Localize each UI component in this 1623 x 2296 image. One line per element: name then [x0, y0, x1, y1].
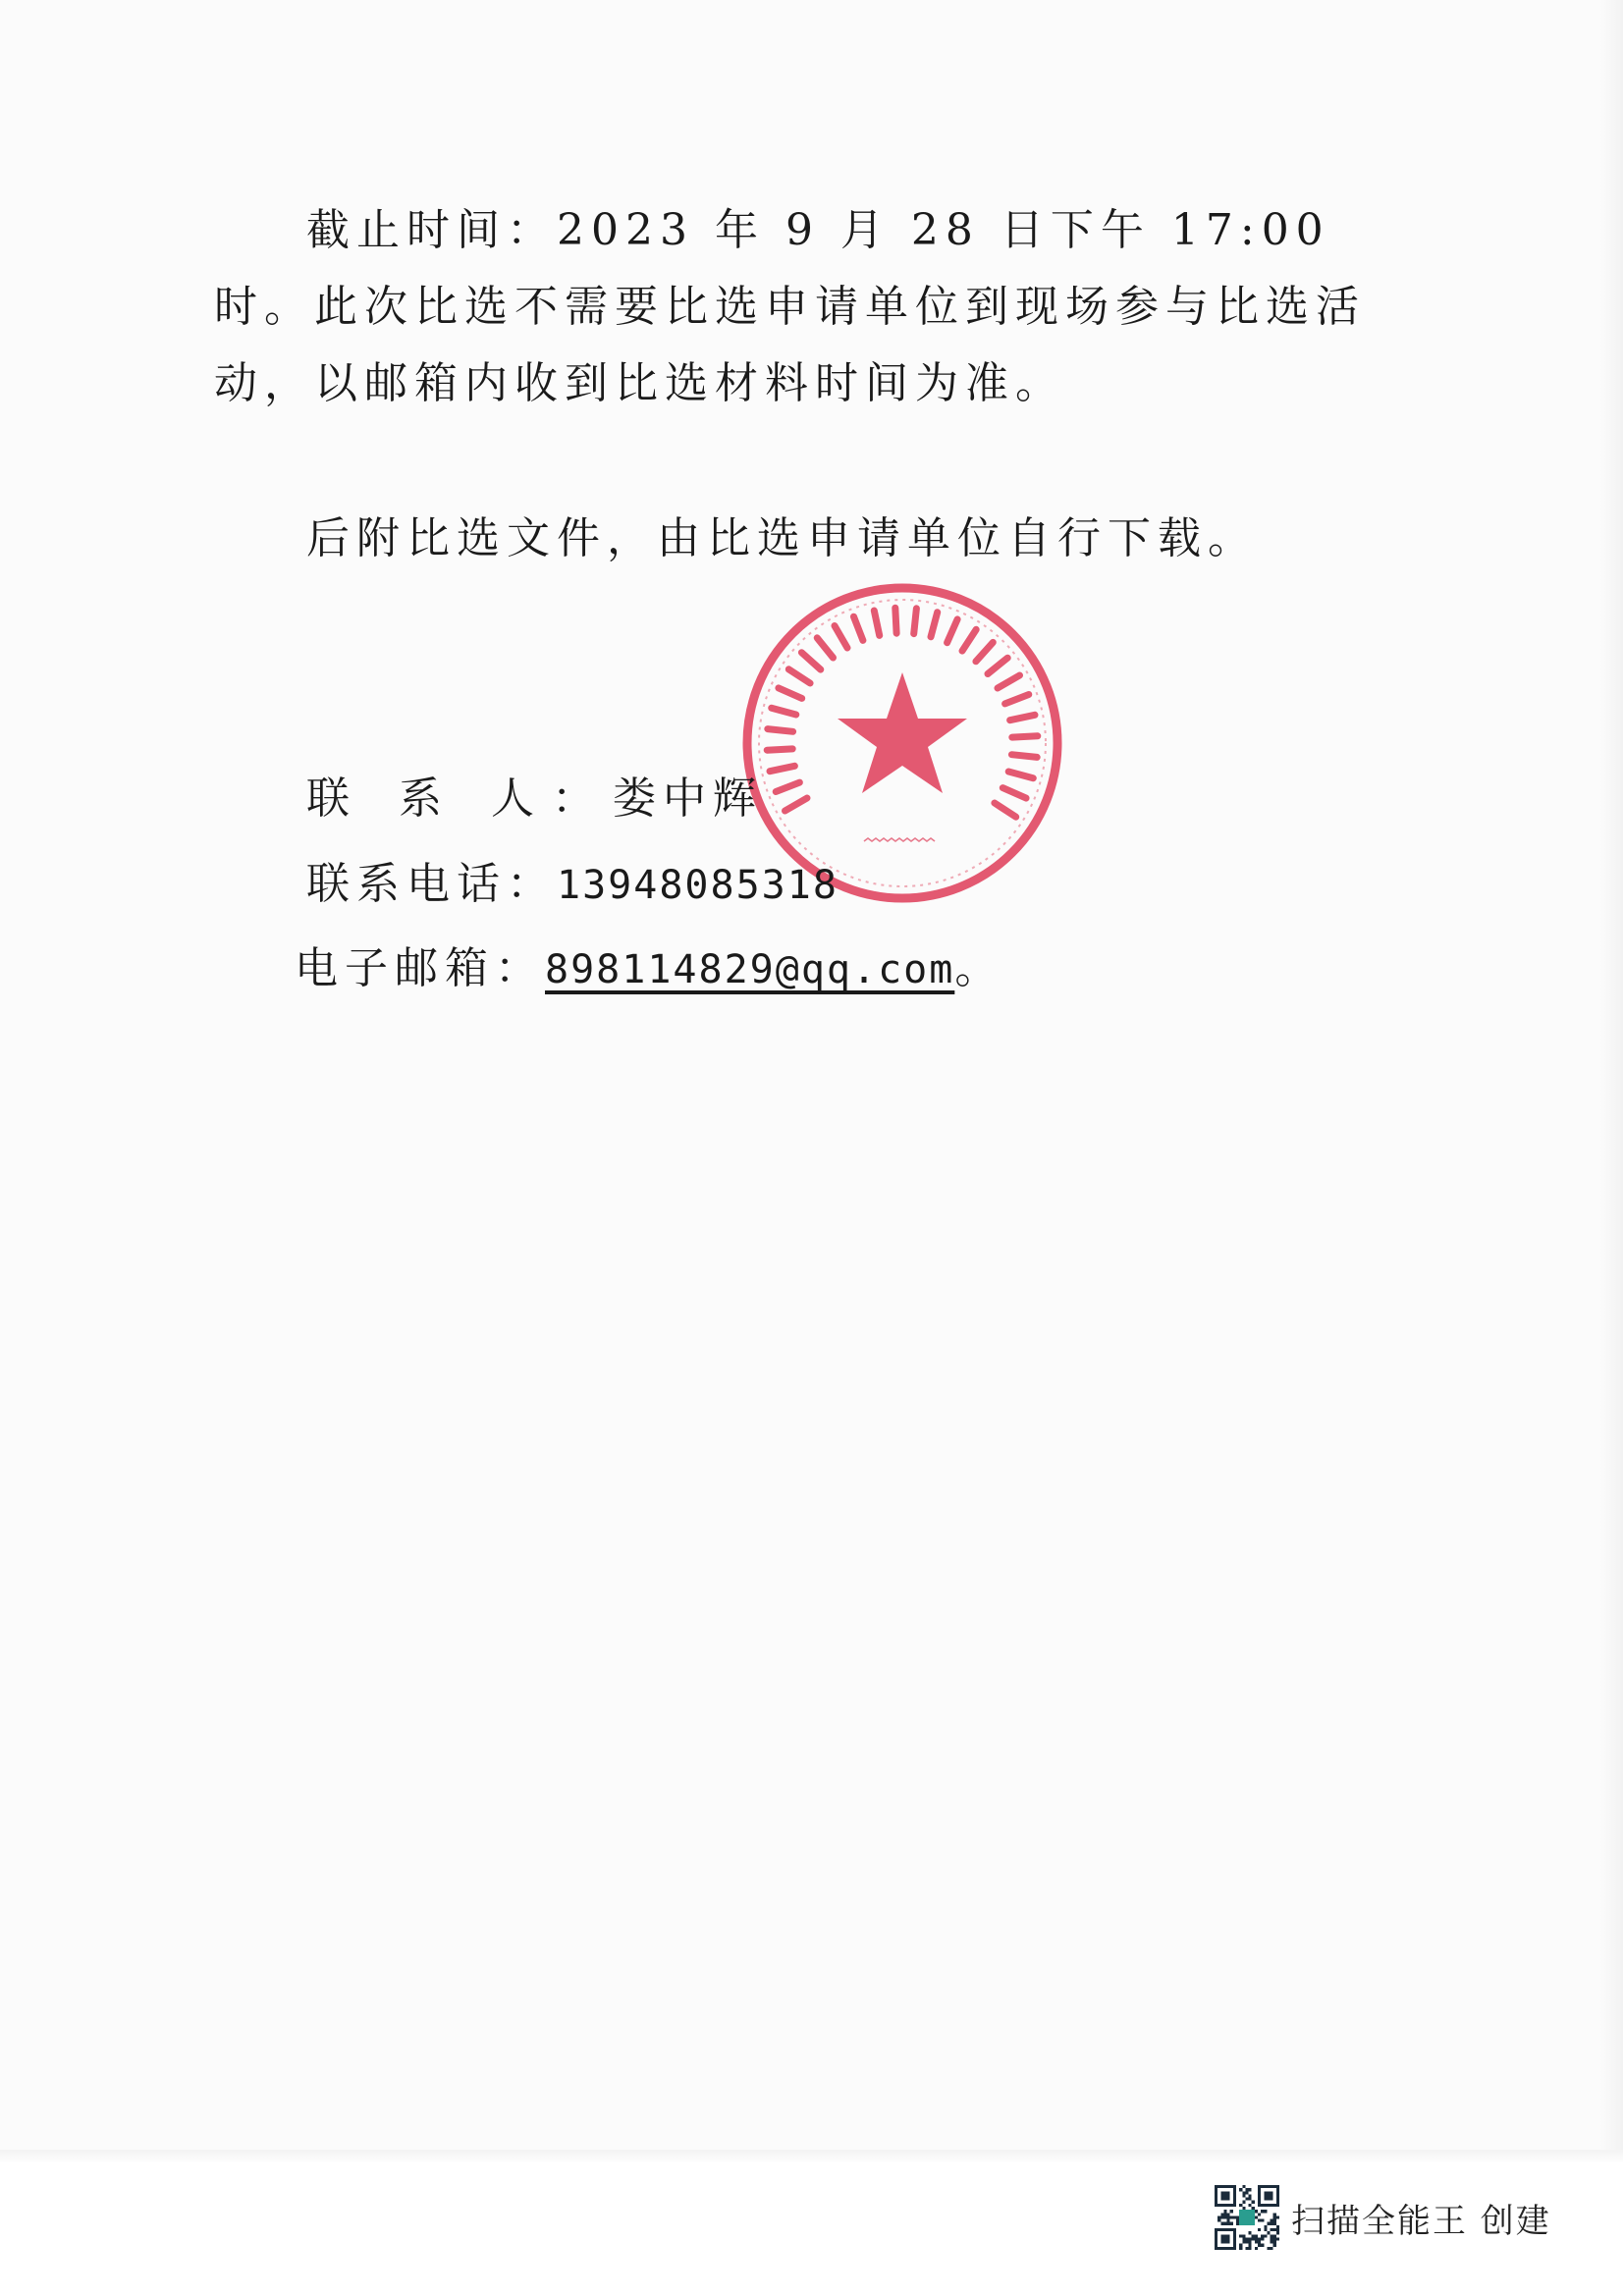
qr-cell — [1276, 2225, 1279, 2228]
qr-cell — [1273, 2219, 1276, 2222]
qr-cell — [1258, 2237, 1261, 2240]
qr-cell — [1223, 2216, 1226, 2218]
qr-cell — [1252, 2201, 1255, 2204]
contact-email-suffix: 。 — [954, 943, 1005, 993]
qr-cell — [1245, 2247, 1248, 2250]
seal-script-mark — [1011, 755, 1037, 758]
seal-script-mark — [776, 782, 799, 791]
seal-script-mark — [779, 688, 802, 699]
qr-cell — [1249, 2231, 1252, 2234]
seal-script-mark — [947, 619, 958, 643]
qr-cell — [1255, 2210, 1258, 2213]
qr-cell — [1255, 2237, 1258, 2240]
qr-cell — [1242, 2194, 1245, 2197]
qr-cell — [1223, 2213, 1226, 2216]
contact-email-label: 电子邮箱： — [295, 943, 545, 993]
contact-name-row — [306, 770, 763, 828]
qr-cell — [1264, 2210, 1267, 2213]
qr-cell — [1258, 2228, 1261, 2231]
qr-cell — [1223, 2210, 1226, 2213]
contact-phone: 13948085318 — [557, 863, 839, 908]
qr-cell — [1271, 2234, 1273, 2237]
qr-cell — [1249, 2244, 1252, 2247]
seal-script-mark — [1008, 772, 1033, 778]
seal-script-mark — [767, 749, 792, 750]
qr-cell — [1271, 2228, 1273, 2231]
qr-cell — [1230, 2210, 1233, 2213]
attachment-paragraph: 后附比选文件，由比选申请单位自行下载。 — [306, 513, 1258, 563]
qr-cell — [1242, 2237, 1245, 2240]
qr-cell — [1230, 2216, 1233, 2218]
qr-cell — [1273, 2237, 1276, 2240]
qr-cell — [1261, 2237, 1264, 2240]
qr-cell — [1273, 2234, 1276, 2237]
qr-cell — [1258, 2219, 1261, 2222]
qr-code-icon — [1215, 2185, 1279, 2250]
qr-cell — [1249, 2204, 1252, 2207]
seal-script-mark — [874, 611, 879, 635]
qr-cell — [1239, 2204, 1242, 2207]
qr-cell — [1261, 2234, 1264, 2237]
qr-cell — [1220, 2216, 1223, 2218]
qr-cell — [1242, 2207, 1245, 2210]
qr-cell — [1227, 2219, 1230, 2222]
qr-cell — [1252, 2234, 1255, 2237]
seal-script-mark — [835, 626, 847, 649]
qr-cell — [1255, 2234, 1258, 2237]
deadline-paragraph: 截止时间：2023 年 9 月 28 日下午 17:00 时。此次比选不需要比选申请单位到现场参与比选活动，以邮箱内收到比选材料时间为准。 — [214, 205, 1366, 408]
qr-cell — [1236, 2219, 1239, 2222]
qr-cell — [1223, 2222, 1226, 2225]
qr-cell — [1261, 2219, 1264, 2222]
qr-cell — [1239, 2244, 1242, 2247]
seal-script-mark — [788, 669, 810, 683]
qr-cell — [1273, 2228, 1276, 2231]
seal-script-mark — [1012, 736, 1038, 737]
scanner-watermark — [1215, 2185, 1551, 2250]
qr-cell — [1271, 2237, 1273, 2240]
qr-cell — [1242, 2191, 1245, 2194]
qr-cell — [1249, 2198, 1252, 2201]
seal-script-mark — [976, 642, 993, 661]
qr-cell — [1276, 2237, 1279, 2240]
qr-cell — [1255, 2241, 1258, 2244]
qr-cell — [1276, 2228, 1279, 2231]
qr-cell — [1233, 2216, 1236, 2218]
qr-cell — [1245, 2198, 1248, 2201]
seal-script-mark — [895, 608, 896, 633]
seal-script-mark — [1002, 788, 1026, 799]
qr-cell — [1267, 2231, 1270, 2234]
contact-phone-label: 联系电话： — [306, 859, 557, 909]
qr-cell — [1242, 2234, 1245, 2237]
watermark-text: 扫描全能王 创建 — [1291, 2201, 1551, 2241]
seal-script-mark — [988, 658, 1007, 673]
qr-cell — [1249, 2241, 1252, 2244]
qr-cell — [1236, 2222, 1239, 2225]
qr-cell — [1271, 2219, 1273, 2222]
qr-cell — [1267, 2222, 1270, 2225]
seal-script-mark — [931, 613, 938, 637]
seal-script-mark — [854, 616, 863, 640]
qr-cell — [1255, 2247, 1258, 2250]
qr-cell — [1239, 2234, 1242, 2237]
qr-cell — [1271, 2241, 1273, 2244]
qr-cell — [1227, 2216, 1230, 2218]
qr-cell — [1245, 2191, 1248, 2194]
seal-script-mark — [801, 653, 820, 669]
qr-cell — [1276, 2231, 1279, 2234]
qr-cell — [1258, 2241, 1261, 2244]
qr-cell — [1242, 2201, 1245, 2204]
qr-cell — [1267, 2247, 1270, 2250]
qr-cell — [1220, 2222, 1223, 2225]
qr-cell — [1249, 2194, 1252, 2197]
qr-cell — [1273, 2244, 1276, 2247]
seal-script-mark — [995, 803, 1016, 817]
contact-email-row — [295, 939, 1004, 999]
qr-cell — [1255, 2216, 1258, 2218]
seal-script-mark — [1010, 715, 1035, 720]
qr-cell — [1273, 2216, 1276, 2218]
qr-cell — [1264, 2228, 1267, 2231]
qr-cell — [1230, 2222, 1233, 2225]
qr-cell — [1264, 2225, 1267, 2228]
contact-name: 娄中辉 — [612, 774, 763, 824]
qr-cell — [1217, 2216, 1220, 2218]
qr-cell — [1273, 2213, 1276, 2216]
qr-cell — [1227, 2213, 1230, 2216]
qr-cell — [1239, 2188, 1242, 2191]
seal-script-mark — [785, 798, 808, 811]
page-edge — [0, 2150, 1623, 2163]
qr-cell — [1261, 2244, 1264, 2247]
qr-cell — [1276, 2216, 1279, 2218]
qr-cell — [1273, 2222, 1276, 2225]
qr-cell — [1258, 2244, 1261, 2247]
qr-cell — [1252, 2237, 1255, 2240]
seal-script-mark — [772, 708, 796, 715]
contact-name-label: 联 系 人： — [306, 774, 613, 824]
qr-cell — [1245, 2237, 1248, 2240]
seal-script-mark — [770, 766, 794, 771]
seal-script-mark — [962, 629, 976, 651]
contact-email-link[interactable]: 898114829@qq.com — [545, 947, 955, 992]
seal-script-mark — [998, 675, 1020, 688]
qr-cell — [1273, 2241, 1276, 2244]
qr-cell — [1242, 2241, 1245, 2244]
qr-cell — [1264, 2234, 1267, 2237]
qr-cell — [1258, 2213, 1261, 2216]
qr-cell — [1249, 2237, 1252, 2240]
qr-cell — [1227, 2222, 1230, 2225]
qr-cell — [1242, 2185, 1245, 2188]
qr-cell — [1261, 2210, 1264, 2213]
qr-cell — [1220, 2213, 1223, 2216]
qr-cell — [1271, 2247, 1273, 2250]
seal-script-mark — [914, 609, 917, 634]
qr-cell — [1252, 2207, 1255, 2210]
page-edge — [1600, 0, 1623, 2160]
seal-script-mark — [817, 638, 833, 658]
qr-cell — [1217, 2219, 1220, 2222]
qr-cell — [1245, 2188, 1248, 2191]
qr-cell — [1245, 2241, 1248, 2244]
seal-script-mark — [1005, 695, 1029, 704]
contact-phone-row — [306, 855, 839, 915]
qr-cell — [1249, 2247, 1252, 2250]
seal-script-mark — [768, 729, 793, 732]
qr-cell — [1271, 2222, 1273, 2225]
qr-cell — [1239, 2247, 1242, 2250]
qr-cell — [1249, 2188, 1252, 2191]
qr-cell — [1236, 2216, 1239, 2218]
